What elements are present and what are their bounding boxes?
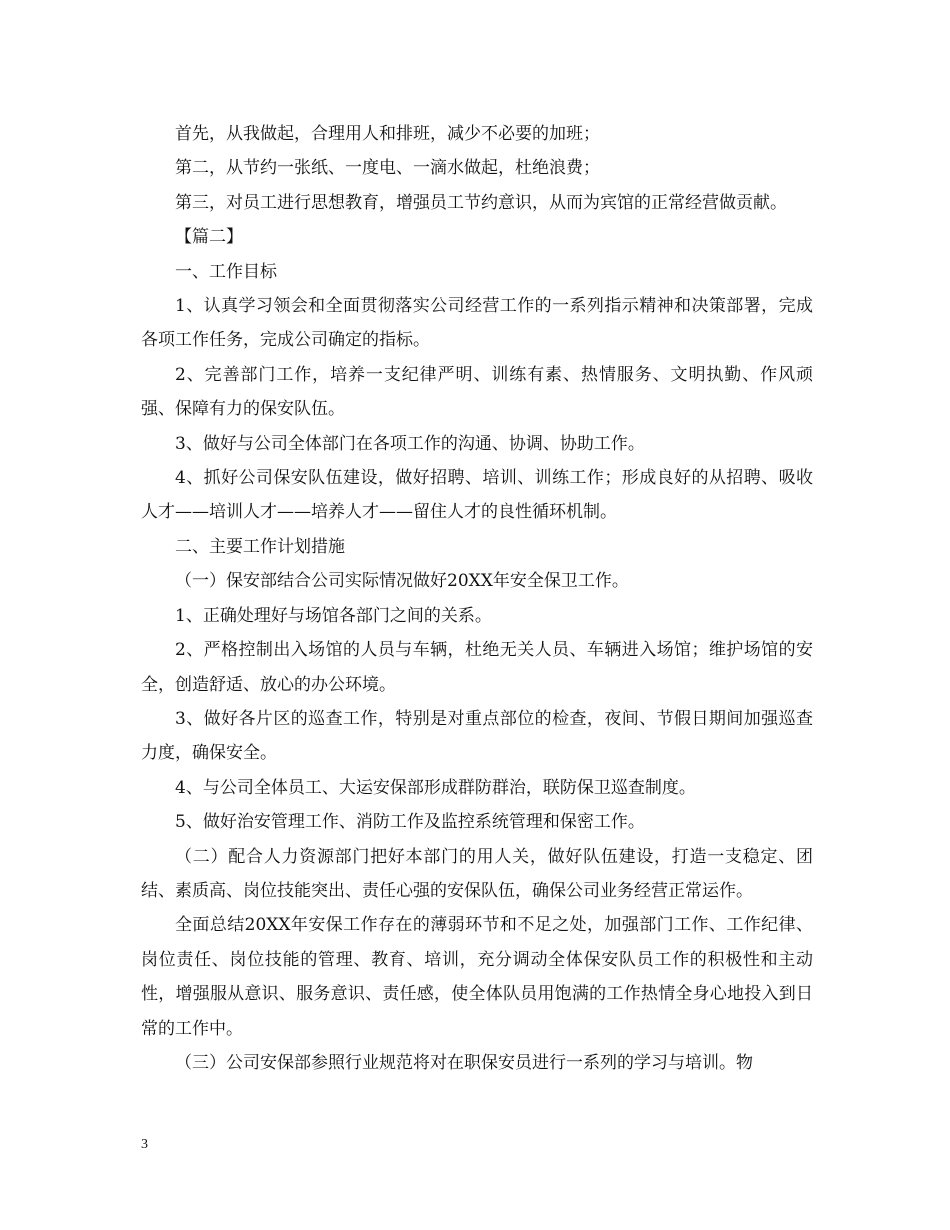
paragraph: 3、做好与公司全体部门在各项工作的沟通、协调、协助工作。 [175, 433, 645, 454]
paragraph: 第二，从节约一张纸、一度电、一滴水做起，杜绝浪费； [175, 158, 600, 179]
paragraph: （二）配合人力资源部门把好本部门的用人关，做好队伍建设，打造一支稳定、团结、素质高、岗位技能突出、责任心强的安保队伍，确保公司业务经营正常运作。 [141, 846, 813, 901]
paragraph: （三）公司安保部参照行业规范将对在职保安员进行一系列的学习与培训。物 [175, 1052, 753, 1073]
paragraph: 第三，对员工进行思想教育，增强员工节约意识，从而为宾馆的正常经营做贡献。 [175, 192, 787, 213]
paragraph: 4、与公司全体员工、大运安保部形成群防群治，联防保卫巡查制度。 [175, 777, 696, 798]
paragraph: 3、做好各片区的巡查工作，特别是对重点部位的检查，夜间、节假日期间加强巡查力度，确保安全。 [141, 708, 813, 764]
paragraph: 1、正确处理好与场馆各部门之间的关系。 [175, 605, 492, 626]
paragraph: 2、完善部门工作，培养一支纪律严明、训练有素、热情服务、文明执勤、作风顽强、保障有力的保安队伍。 [141, 364, 813, 420]
paragraph: 全面总结20XX年安保工作存在的薄弱环节和不足之处，加强部门工作、工作纪律、岗位责任、岗位技能的管理、教育、培训，充分调动全体保安队员工作的积极性和主动性，增强服从意识、服务意识、责任感，使全体队员用饱满的工作热情全身心地投入到日常的工作中。 [141, 915, 813, 1039]
paragraph: 5、做好治安管理工作、消防工作及监控系统管理和保密工作。 [175, 812, 645, 833]
paragraph: 1、认真学习领会和全面贯彻落实公司经营工作的一系列指示精神和决策部署，完成各项工作任务，完成公司确定的指标。 [141, 296, 813, 351]
paragraph: （一）保安部结合公司实际情况做好20XX年安全保卫工作。 [175, 571, 629, 592]
paragraph: 2、严格控制出入场馆的人员与车辆，杜绝无关人员、车辆进入场馆；维护场馆的安全，创造舒适、放心的办公环境。 [141, 640, 813, 695]
document-body [141, 117, 813, 1080]
section-heading: 【篇二】 [175, 227, 243, 248]
section-heading: 二、主要工作计划措施 [175, 536, 345, 557]
paragraph: 4、抓好公司保安队伍建设，做好招聘、培训、训练工作；形成良好的从招聘、吸收人才——培训人才——培养人才——留住人才的良性循环机制。 [141, 468, 813, 523]
page-number: 3 [141, 1137, 148, 1152]
paragraph: 首先，从我做起，合理用人和排班，减少不必要的加班； [175, 124, 600, 144]
section-heading: 一、工作目标 [175, 261, 277, 282]
